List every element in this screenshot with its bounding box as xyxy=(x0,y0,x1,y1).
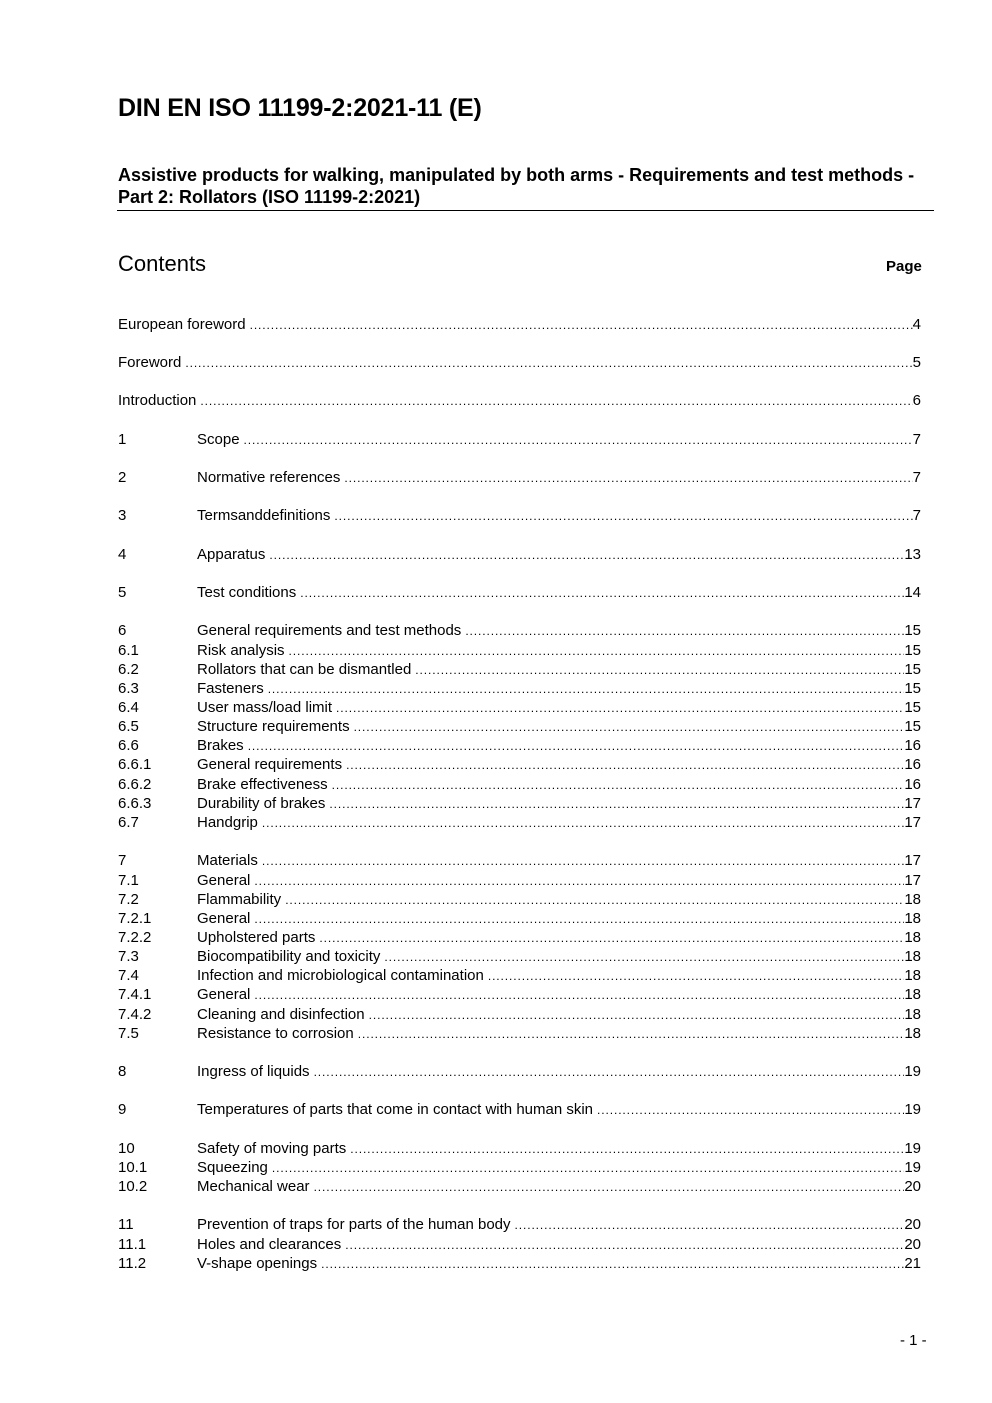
toc-entry[interactable] xyxy=(118,660,921,679)
toc-entry-title: Termsanddefinitions xyxy=(197,507,331,524)
toc-dot-leader xyxy=(515,1216,905,1235)
toc-entry-page: 20 xyxy=(904,1236,921,1253)
toc-dot-leader xyxy=(329,795,904,814)
toc-dot-leader xyxy=(321,1255,904,1274)
toc-entry[interactable] xyxy=(118,583,921,602)
toc-entry-number: 7.4.1 xyxy=(118,986,152,1003)
toc-entry-title: Cleaning and disinfection xyxy=(197,1006,365,1023)
toc-entry-number: 7.3 xyxy=(118,948,139,965)
toc-entry-page: 16 xyxy=(904,776,921,793)
toc-entry[interactable] xyxy=(118,391,921,410)
toc-dot-leader xyxy=(354,718,905,737)
toc-entry-title: Risk analysis xyxy=(197,642,285,659)
toc-dot-leader xyxy=(345,1236,904,1255)
toc-entry-page: 7 xyxy=(912,431,921,448)
toc-entry-title: Ingress of liquids xyxy=(197,1063,310,1080)
toc-entry-page: 18 xyxy=(904,967,921,984)
toc-entry-page: 15 xyxy=(904,699,921,716)
toc-entry[interactable] xyxy=(118,890,921,909)
toc-entry-number: 6.6.2 xyxy=(118,776,152,793)
toc-dot-leader xyxy=(332,776,905,795)
page-column-heading: Page xyxy=(886,258,922,275)
toc-dot-leader xyxy=(250,316,913,335)
toc-entry-page: 6 xyxy=(912,392,921,409)
toc-entry[interactable] xyxy=(118,928,921,947)
toc-entry-number: 7.4 xyxy=(118,967,139,984)
toc-entry-title: General xyxy=(197,910,251,927)
toc-entry-title: General requirements and test methods xyxy=(197,622,462,639)
toc-entry[interactable] xyxy=(118,679,921,698)
toc-entry-number: 2 xyxy=(118,469,127,486)
toc-entry[interactable] xyxy=(118,1235,921,1254)
toc-entry[interactable] xyxy=(118,966,921,985)
toc-entry-page: 21 xyxy=(904,1255,921,1272)
toc-entry[interactable] xyxy=(118,717,921,736)
toc-entry[interactable] xyxy=(118,1100,921,1119)
toc-entry-number: 6.6.1 xyxy=(118,756,152,773)
toc-entry-title: General requirements xyxy=(197,756,343,773)
toc-dot-leader xyxy=(185,354,912,373)
toc-entry-title: User mass/load limit xyxy=(197,699,333,716)
toc-dot-leader xyxy=(200,392,912,411)
toc-entry-page: 15 xyxy=(904,622,921,639)
toc-dot-leader xyxy=(254,910,904,929)
contents-heading: Contents xyxy=(118,251,207,276)
toc-dot-leader xyxy=(369,1006,905,1025)
toc-entry[interactable] xyxy=(118,947,921,966)
toc-entry-title: Apparatus xyxy=(197,546,266,563)
toc-entry-page: 14 xyxy=(904,584,921,601)
toc-entry-number: 1 xyxy=(118,431,127,448)
toc-entry-title: Durability of brakes xyxy=(197,795,326,812)
toc-dot-leader xyxy=(350,1140,904,1159)
toc-entry-page: 19 xyxy=(904,1159,921,1176)
toc-entry-title: Normative references xyxy=(197,469,341,486)
toc-entry-title: Mechanical wear xyxy=(197,1178,310,1195)
toc-entry-title: Squeezing xyxy=(197,1159,268,1176)
toc-entry-title: European foreword xyxy=(118,316,246,333)
toc-dot-leader xyxy=(358,1025,905,1044)
toc-entry-title: Materials xyxy=(197,852,258,869)
toc-entry-page: 4 xyxy=(912,316,921,333)
toc-dot-leader xyxy=(269,546,904,565)
toc-entry-page: 17 xyxy=(904,852,921,869)
toc-entry[interactable] xyxy=(118,985,921,1004)
toc-entry[interactable] xyxy=(118,1254,921,1273)
toc-entry-number: 11 xyxy=(118,1216,134,1233)
toc-entry-page: 16 xyxy=(904,756,921,773)
toc-entry-title: General xyxy=(197,872,251,889)
toc-entry-page: 18 xyxy=(904,929,921,946)
toc-entry[interactable] xyxy=(118,1215,921,1234)
toc-entry-page: 17 xyxy=(904,795,921,812)
toc-entry-number: 6.5 xyxy=(118,718,139,735)
toc-dot-leader xyxy=(465,622,904,641)
toc-entry[interactable] xyxy=(118,468,921,487)
toc-entry-page: 15 xyxy=(904,642,921,659)
toc-entry-title: Fasteners xyxy=(197,680,264,697)
title-rule xyxy=(117,210,934,211)
toc-entry-number: 7.2.1 xyxy=(118,910,152,927)
toc-entry[interactable] xyxy=(118,1062,921,1081)
toc-dot-leader xyxy=(262,852,904,871)
page-number: - 1 - xyxy=(900,1332,927,1349)
toc-dot-leader xyxy=(300,584,904,603)
toc-entry-number: 7.4.2 xyxy=(118,1006,152,1023)
toc-dot-leader xyxy=(244,431,913,450)
toc-entry[interactable] xyxy=(118,430,921,449)
toc-entry-number: 11.2 xyxy=(118,1255,147,1272)
document-subtitle: Assistive products for walking, manipulated by both arms - Requirements and test methods - Part 2: Rollators (ISO 11199-2:2021) xyxy=(118,165,915,207)
toc-entry-title: Brakes xyxy=(197,737,244,754)
toc-entry-page: 5 xyxy=(912,354,921,371)
toc-entry-title: Handgrip xyxy=(197,814,258,831)
toc-entry-title: Safety of moving parts xyxy=(197,1140,347,1157)
toc-dot-leader xyxy=(597,1101,904,1120)
toc-entry-number: 6.7 xyxy=(118,814,139,831)
toc-entry-number: 11.1 xyxy=(118,1236,147,1253)
toc-dot-leader xyxy=(346,756,904,775)
toc-dot-leader xyxy=(314,1178,905,1197)
toc-entry-page: 18 xyxy=(904,910,921,927)
toc-dot-leader xyxy=(415,661,904,680)
toc-entry-title: Holes and clearances xyxy=(197,1236,342,1253)
toc-dot-leader xyxy=(319,929,904,948)
toc-entry-number: 10 xyxy=(118,1140,135,1157)
toc-entry[interactable] xyxy=(118,1005,921,1024)
toc-entry-number: 6 xyxy=(118,622,127,639)
toc-entry-title: Foreword xyxy=(118,354,182,371)
toc-entry[interactable] xyxy=(118,736,921,755)
toc-dot-leader xyxy=(248,737,905,756)
toc-entry-number: 7.5 xyxy=(118,1025,139,1042)
toc-entry-title: V-shape openings xyxy=(197,1255,318,1272)
toc-entry[interactable] xyxy=(118,545,921,564)
toc-entry[interactable] xyxy=(118,353,921,372)
toc-entry[interactable] xyxy=(118,315,921,334)
toc-entry-page: 15 xyxy=(904,680,921,697)
toc-entry-title: Resistance to corrosion xyxy=(197,1025,354,1042)
toc-entry-number: 6.1 xyxy=(118,642,139,659)
toc-entry-page: 15 xyxy=(904,718,921,735)
toc-entry[interactable] xyxy=(118,1139,921,1158)
toc-entry-title: Introduction xyxy=(118,392,197,409)
toc-entry-number: 6.2 xyxy=(118,661,139,678)
toc-entry-title: General xyxy=(197,986,251,1003)
toc-entry[interactable] xyxy=(118,755,921,774)
toc-entry-number: 5 xyxy=(118,584,127,601)
document-id: DIN EN ISO 11199-2:2021-11 (E) xyxy=(118,94,482,122)
toc-entry-title: Temperatures of parts that come in contact with human skin xyxy=(197,1101,594,1118)
toc-entry-title: Biocompatibility and toxicity xyxy=(197,948,381,965)
toc-entry-title: Prevention of traps for parts of the human body xyxy=(197,1216,511,1233)
toc-entry[interactable] xyxy=(118,1024,921,1043)
toc-entry[interactable] xyxy=(118,775,921,794)
toc-dot-leader xyxy=(384,948,904,967)
toc-entry-page: 16 xyxy=(904,737,921,754)
toc-dot-leader xyxy=(314,1063,905,1082)
toc-entry-number: 10.2 xyxy=(118,1178,148,1195)
toc-entry[interactable] xyxy=(118,1158,921,1177)
toc-entry-page: 19 xyxy=(904,1063,921,1080)
toc-entry-title: Rollators that can be dismantled xyxy=(197,661,412,678)
toc-entry-title: Upholstered parts xyxy=(197,929,316,946)
toc-entry[interactable] xyxy=(118,641,921,660)
toc-entry-title: Scope xyxy=(197,431,240,448)
toc-entry[interactable] xyxy=(118,851,921,870)
toc-entry-title: Brake effectiveness xyxy=(197,776,328,793)
toc-entry-number: 6.3 xyxy=(118,680,139,697)
toc-entry-page: 19 xyxy=(904,1101,921,1118)
toc-dot-leader xyxy=(488,967,904,986)
toc-entry[interactable] xyxy=(118,871,921,890)
toc-dot-leader xyxy=(254,986,904,1005)
toc-entry-page: 17 xyxy=(904,814,921,831)
toc-entry-page: 19 xyxy=(904,1140,921,1157)
toc-entry-number: 3 xyxy=(118,507,127,524)
toc-entry-number: 9 xyxy=(118,1101,127,1118)
toc-entry[interactable] xyxy=(118,1177,921,1196)
toc-dot-leader xyxy=(262,814,904,833)
toc-entry-page: 7 xyxy=(912,469,921,486)
toc-entry-page: 20 xyxy=(904,1216,921,1233)
toc-entry-title: Infection and microbiological contamination xyxy=(197,967,484,984)
toc-entry[interactable] xyxy=(118,506,921,525)
toc-entry-number: 8 xyxy=(118,1063,127,1080)
toc-entry-page: 18 xyxy=(904,891,921,908)
toc-dot-leader xyxy=(268,680,905,699)
toc-entry-page: 17 xyxy=(904,872,921,889)
toc-entry-number: 10.1 xyxy=(118,1159,148,1176)
toc-dot-leader xyxy=(336,699,904,718)
toc-dot-leader xyxy=(285,891,904,910)
toc-entry-page: 20 xyxy=(904,1178,921,1195)
toc-entry[interactable] xyxy=(118,813,921,832)
toc-entry-title: Structure requirements xyxy=(197,718,350,735)
toc-entry-number: 6.6.3 xyxy=(118,795,152,812)
toc-entry-page: 18 xyxy=(904,986,921,1003)
toc-entry[interactable] xyxy=(118,794,921,813)
toc-entry-page: 7 xyxy=(912,507,921,524)
toc-entry-title: Flammability xyxy=(197,891,282,908)
toc-dot-leader xyxy=(344,469,912,488)
toc-entry-page: 18 xyxy=(904,948,921,965)
toc-dot-leader xyxy=(334,507,912,526)
toc-entry-page: 15 xyxy=(904,661,921,678)
toc-entry[interactable] xyxy=(118,621,921,640)
toc-entry-number: 7.2.2 xyxy=(118,929,152,946)
toc-entry-page: 13 xyxy=(904,546,921,563)
toc-entry-number: 6.6 xyxy=(118,737,139,754)
toc-entry[interactable] xyxy=(118,909,921,928)
toc-entry-page: 18 xyxy=(904,1006,921,1023)
toc-entry-number: 4 xyxy=(118,546,127,563)
toc-dot-leader xyxy=(272,1159,904,1178)
toc-entry-page: 18 xyxy=(904,1025,921,1042)
toc-entry-number: 7 xyxy=(118,852,127,869)
toc-entry-number: 6.4 xyxy=(118,699,139,716)
toc-dot-leader xyxy=(254,872,904,891)
toc-dot-leader xyxy=(289,642,905,661)
toc-entry[interactable] xyxy=(118,698,921,717)
toc-entry-title: Test conditions xyxy=(197,584,297,601)
toc-entry-number: 7.2 xyxy=(118,891,139,908)
toc-entry-number: 7.1 xyxy=(118,872,139,889)
